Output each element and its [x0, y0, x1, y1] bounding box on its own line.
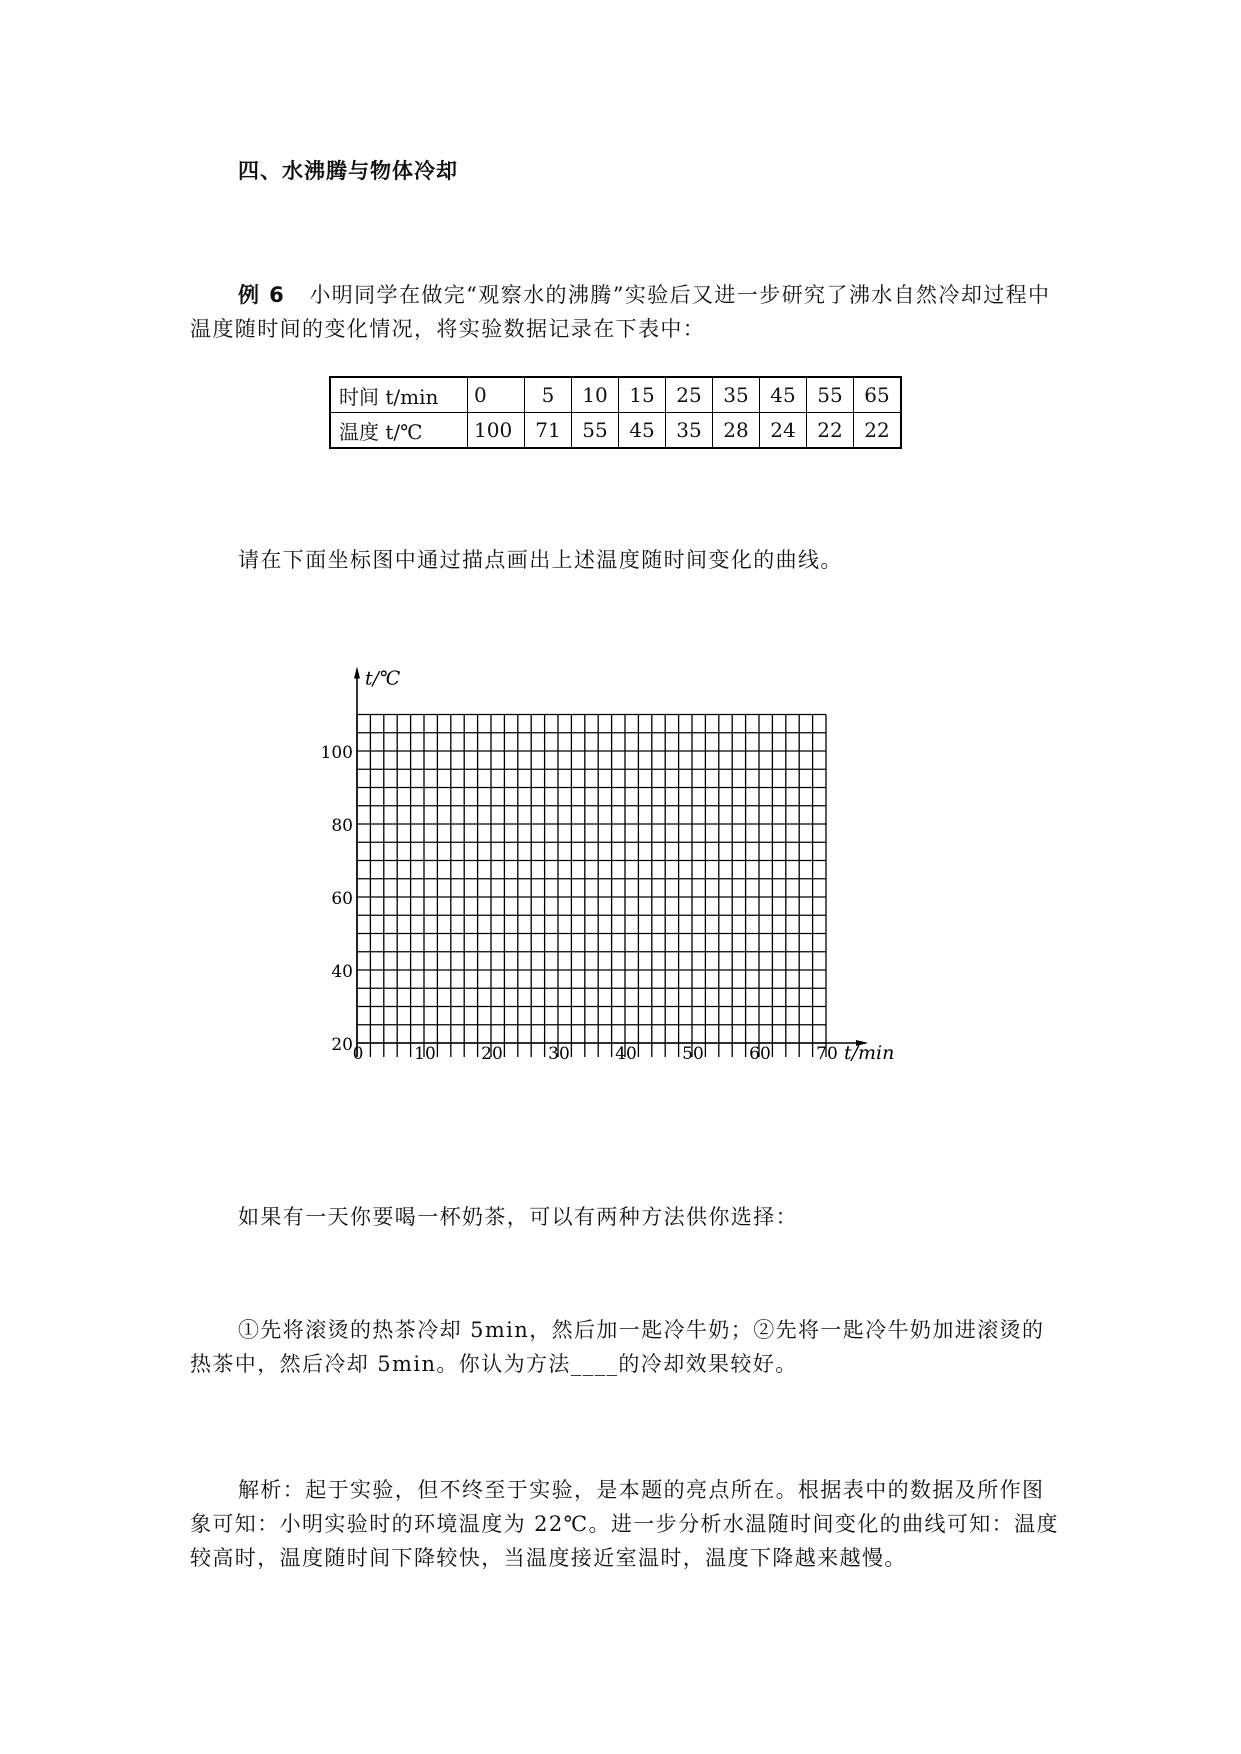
table-cell: 55	[572, 413, 619, 449]
x-tick-label: 20	[481, 1044, 503, 1064]
y-tick-label: 80	[331, 816, 353, 836]
x-axis-label: t/min	[844, 1042, 895, 1064]
x-tick-label: 60	[749, 1044, 771, 1064]
section-heading: 四、水沸腾与物体冷却	[238, 159, 458, 183]
x-tick-label: 50	[682, 1044, 704, 1064]
table-header-time: 时间 t/min	[330, 377, 468, 413]
example-text: 小明同学在做完“观察水的沸腾”实验后又进一步研究了沸水自然冷却过程中温度随时间的变化情况，将实验数据记录在下表中：	[190, 283, 1051, 341]
question-text	[190, 1313, 1060, 1381]
table-cell: 25	[666, 377, 713, 413]
table-cell: 28	[713, 413, 760, 449]
table-cell: 10	[572, 377, 619, 413]
data-table	[329, 376, 902, 449]
table-cell: 71	[525, 413, 572, 449]
table-cell: 0	[468, 377, 525, 413]
y-tick-label: 100	[320, 743, 353, 763]
table-cell: 5	[525, 377, 572, 413]
tick-labels	[321, 743, 838, 1064]
table-cell: 24	[760, 413, 807, 449]
example-paragraph	[190, 278, 1060, 346]
x-tick-label: 0	[352, 1044, 364, 1064]
y-tick-label: 40	[331, 962, 353, 982]
x-tick-label: 70	[816, 1044, 838, 1064]
table-row-temperature	[330, 413, 901, 449]
question-body: ①先将滚烫的热茶冷却 5min，然后加一匙冷牛奶；②先将一匙冷牛奶加进滚烫的热茶中，然后冷却 5min。你认为方法____的冷却效果较好。	[190, 1318, 1045, 1376]
y-tick-label: 20	[331, 1035, 353, 1055]
y-axis-arrow-icon	[354, 667, 360, 679]
x-tick-label: 10	[414, 1044, 436, 1064]
instruction-text: 请在下面坐标图中通过描点画出上述温度随时间变化的曲线。	[238, 548, 843, 572]
table-row-time	[330, 377, 901, 413]
analysis-body: 解析：起于实验，但不终至于实验，是本题的亮点所在。根据表中的数据及所作图象可知：小明实验时的环境温度为 22℃。进一步分析水温随时间变化的曲线可知：温度较高时，温度随时间下降较快，当温度接近室温时，温度下降越来越慢。	[190, 1478, 1059, 1570]
table-header-temperature: 温度 t/℃	[330, 413, 468, 449]
table-cell: 15	[619, 377, 666, 413]
table-cell: 45	[619, 413, 666, 449]
table-cell: 35	[666, 413, 713, 449]
table-cell: 22	[807, 413, 854, 449]
table-cell: 45	[760, 377, 807, 413]
y-axis-label: t/℃	[365, 667, 401, 690]
grid-lines	[357, 715, 826, 1058]
x-tick-label: 40	[615, 1044, 637, 1064]
question-intro: 如果有一天你要喝一杯奶茶，可以有两种方法供你选择：	[238, 1205, 798, 1229]
x-tick-label: 30	[548, 1044, 570, 1064]
analysis-text	[190, 1473, 1060, 1575]
example-label: 例 6	[238, 283, 286, 307]
table-cell: 35	[713, 377, 760, 413]
table-cell: 65	[854, 377, 902, 413]
table-cell: 22	[854, 413, 902, 449]
y-tick-label: 60	[331, 889, 353, 909]
plot-grid-chart	[300, 660, 920, 1100]
table-cell: 100	[468, 413, 525, 449]
table-cell: 55	[807, 377, 854, 413]
